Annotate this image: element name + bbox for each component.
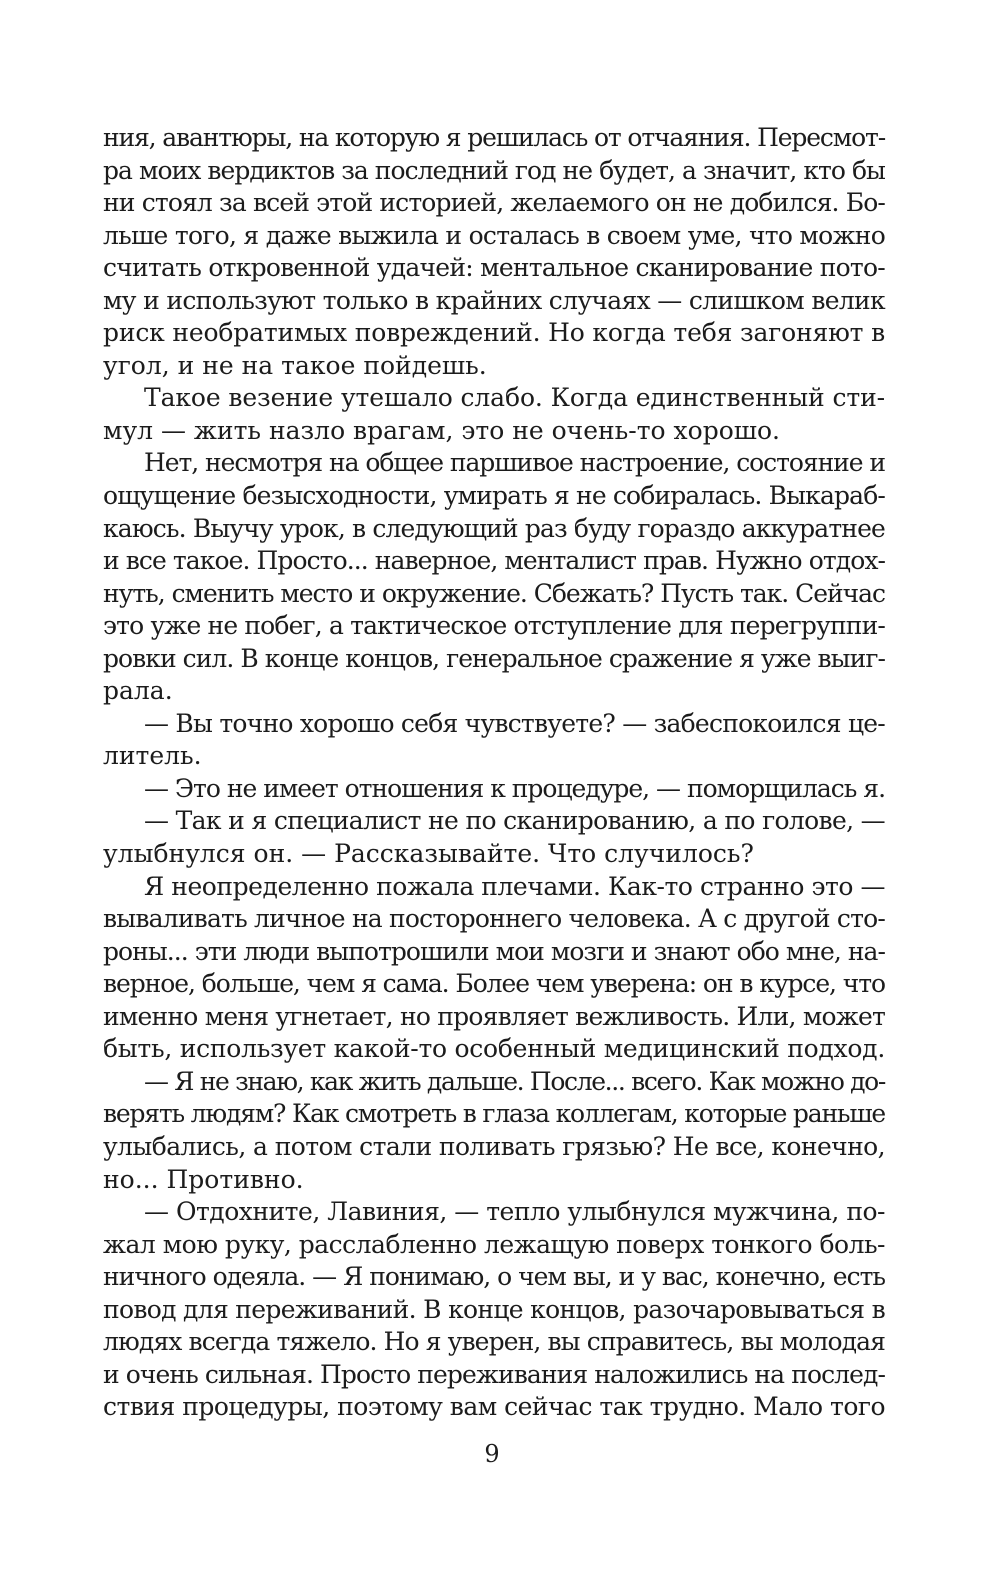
text-line-21: — Это не имеет отношения к процедуре, — поморщилась я. (144, 773, 886, 803)
text-line-29: быть, использует какой-то особенный медицинский подход. (103, 1034, 886, 1064)
text-line-33: но... Противно. (103, 1164, 304, 1194)
text-line-4: льше того, я даже выжила и осталась в своем уме, что можно (103, 220, 886, 250)
text-line-19: — Вы точно хорошо себя чувствуете? — забеспокоился це- (144, 708, 885, 738)
text-line-25: вываливать личное на постороннего человека. А с другой сто- (103, 904, 885, 934)
text-line-17: ровки сил. В конце концов, генеральное сражение я уже выиг- (103, 643, 885, 673)
text-line-6: му и используют только в крайних случаях — слишком велик (103, 285, 885, 315)
text-line-30: — Я не знаю, как жить дальше. После... всего. Как можно до- (144, 1066, 885, 1096)
text-line-38: людях всегда тяжело. Но я уверен, вы справитесь, вы молодая (103, 1327, 886, 1357)
text-line-26: роны... эти люди выпотрошили мои мозги и знают обо мне, на- (103, 936, 885, 966)
text-line-13: каюсь. Выучу урок, в следующий раз буду гораздо аккуратнее (103, 513, 885, 543)
text-line-27: верное, больше, чем я сама. Более чем уверена: он в курсе, что (103, 969, 885, 999)
page-number: 9 (484, 1440, 500, 1468)
text-line-22: — Так и я специалист не по сканированию, а по голове, — (144, 806, 886, 836)
text-line-23: улыбнулся он. — Рассказывайте. Что случилось? (103, 839, 754, 869)
text-line-15: нуть, сменить место и окружение. Сбежать? Пусть так. Сейчас (103, 578, 885, 608)
text-line-8: угол, и не на такое пойдешь. (103, 350, 487, 380)
text-line-24: Я неопределенно пожала плечами. Как-то странно это — (144, 871, 886, 901)
text-line-39: и очень сильная. Просто переживания наложились на послед- (103, 1359, 886, 1389)
text-line-36: ничного одеяла. — Я понимаю, о чем вы, и у вас, конечно, есть (103, 1262, 885, 1292)
text-line-40: ствия процедуры, поэтому вам сейчас так трудно. Мало того (103, 1392, 885, 1422)
text-line-3: ни стоял за всей этой историей, желаемого он не добился. Бо- (103, 188, 885, 218)
text-line-18: рала. (103, 676, 173, 706)
text-line-28: именно меня угнетает, но проявляет вежливость. Или, может (103, 1001, 885, 1031)
text-line-11: Нет, несмотря на общее паршивое настроение, состояние и (144, 448, 885, 478)
text-line-9: Такое везение утешало слабо. Когда единственный сти- (144, 383, 885, 413)
text-line-35: жал мою руку, расслабленно лежащую поверх тонкого боль- (103, 1229, 885, 1259)
text-line-31: верять людям? Как смотреть в глаза коллегам, которые раньше (103, 1099, 885, 1129)
text-line-34: — Отдохните, Лавиния, — тепло улыбнулся мужчина, по- (144, 1197, 886, 1227)
text-line-37: повод для переживаний. В конце концов, разочаровываться в (103, 1294, 885, 1324)
text-line-14: и все такое. Просто... наверное, менталист прав. Нужно отдох- (103, 546, 886, 576)
text-line-5: считать откровенной удачей: ментальное сканирование пото- (103, 253, 885, 283)
text-line-2: ра моих вердиктов за последний год не будет, а значит, кто бы (103, 155, 885, 185)
body-text (103, 122, 885, 1424)
text-line-12: ощущение безысходности, умирать я не собиралась. Выкараб- (103, 481, 885, 511)
text-line-1: ния, авантюры, на которую я решилась от отчаяния. Пересмот- (103, 123, 886, 152)
text-line-10: мул — жить назло врагам, это не очень-то хорошо. (103, 415, 780, 445)
text-line-32: улыбались, а потом стали поливать грязью? Не все, конечно, (103, 1131, 886, 1161)
text-line-16: это уже не побег, а тактическое отступление для перегруппи- (103, 611, 885, 641)
text-line-7: риск необратимых повреждений. Но когда тебя загоняют в (103, 318, 886, 348)
text-line-20: литель. (103, 741, 202, 771)
